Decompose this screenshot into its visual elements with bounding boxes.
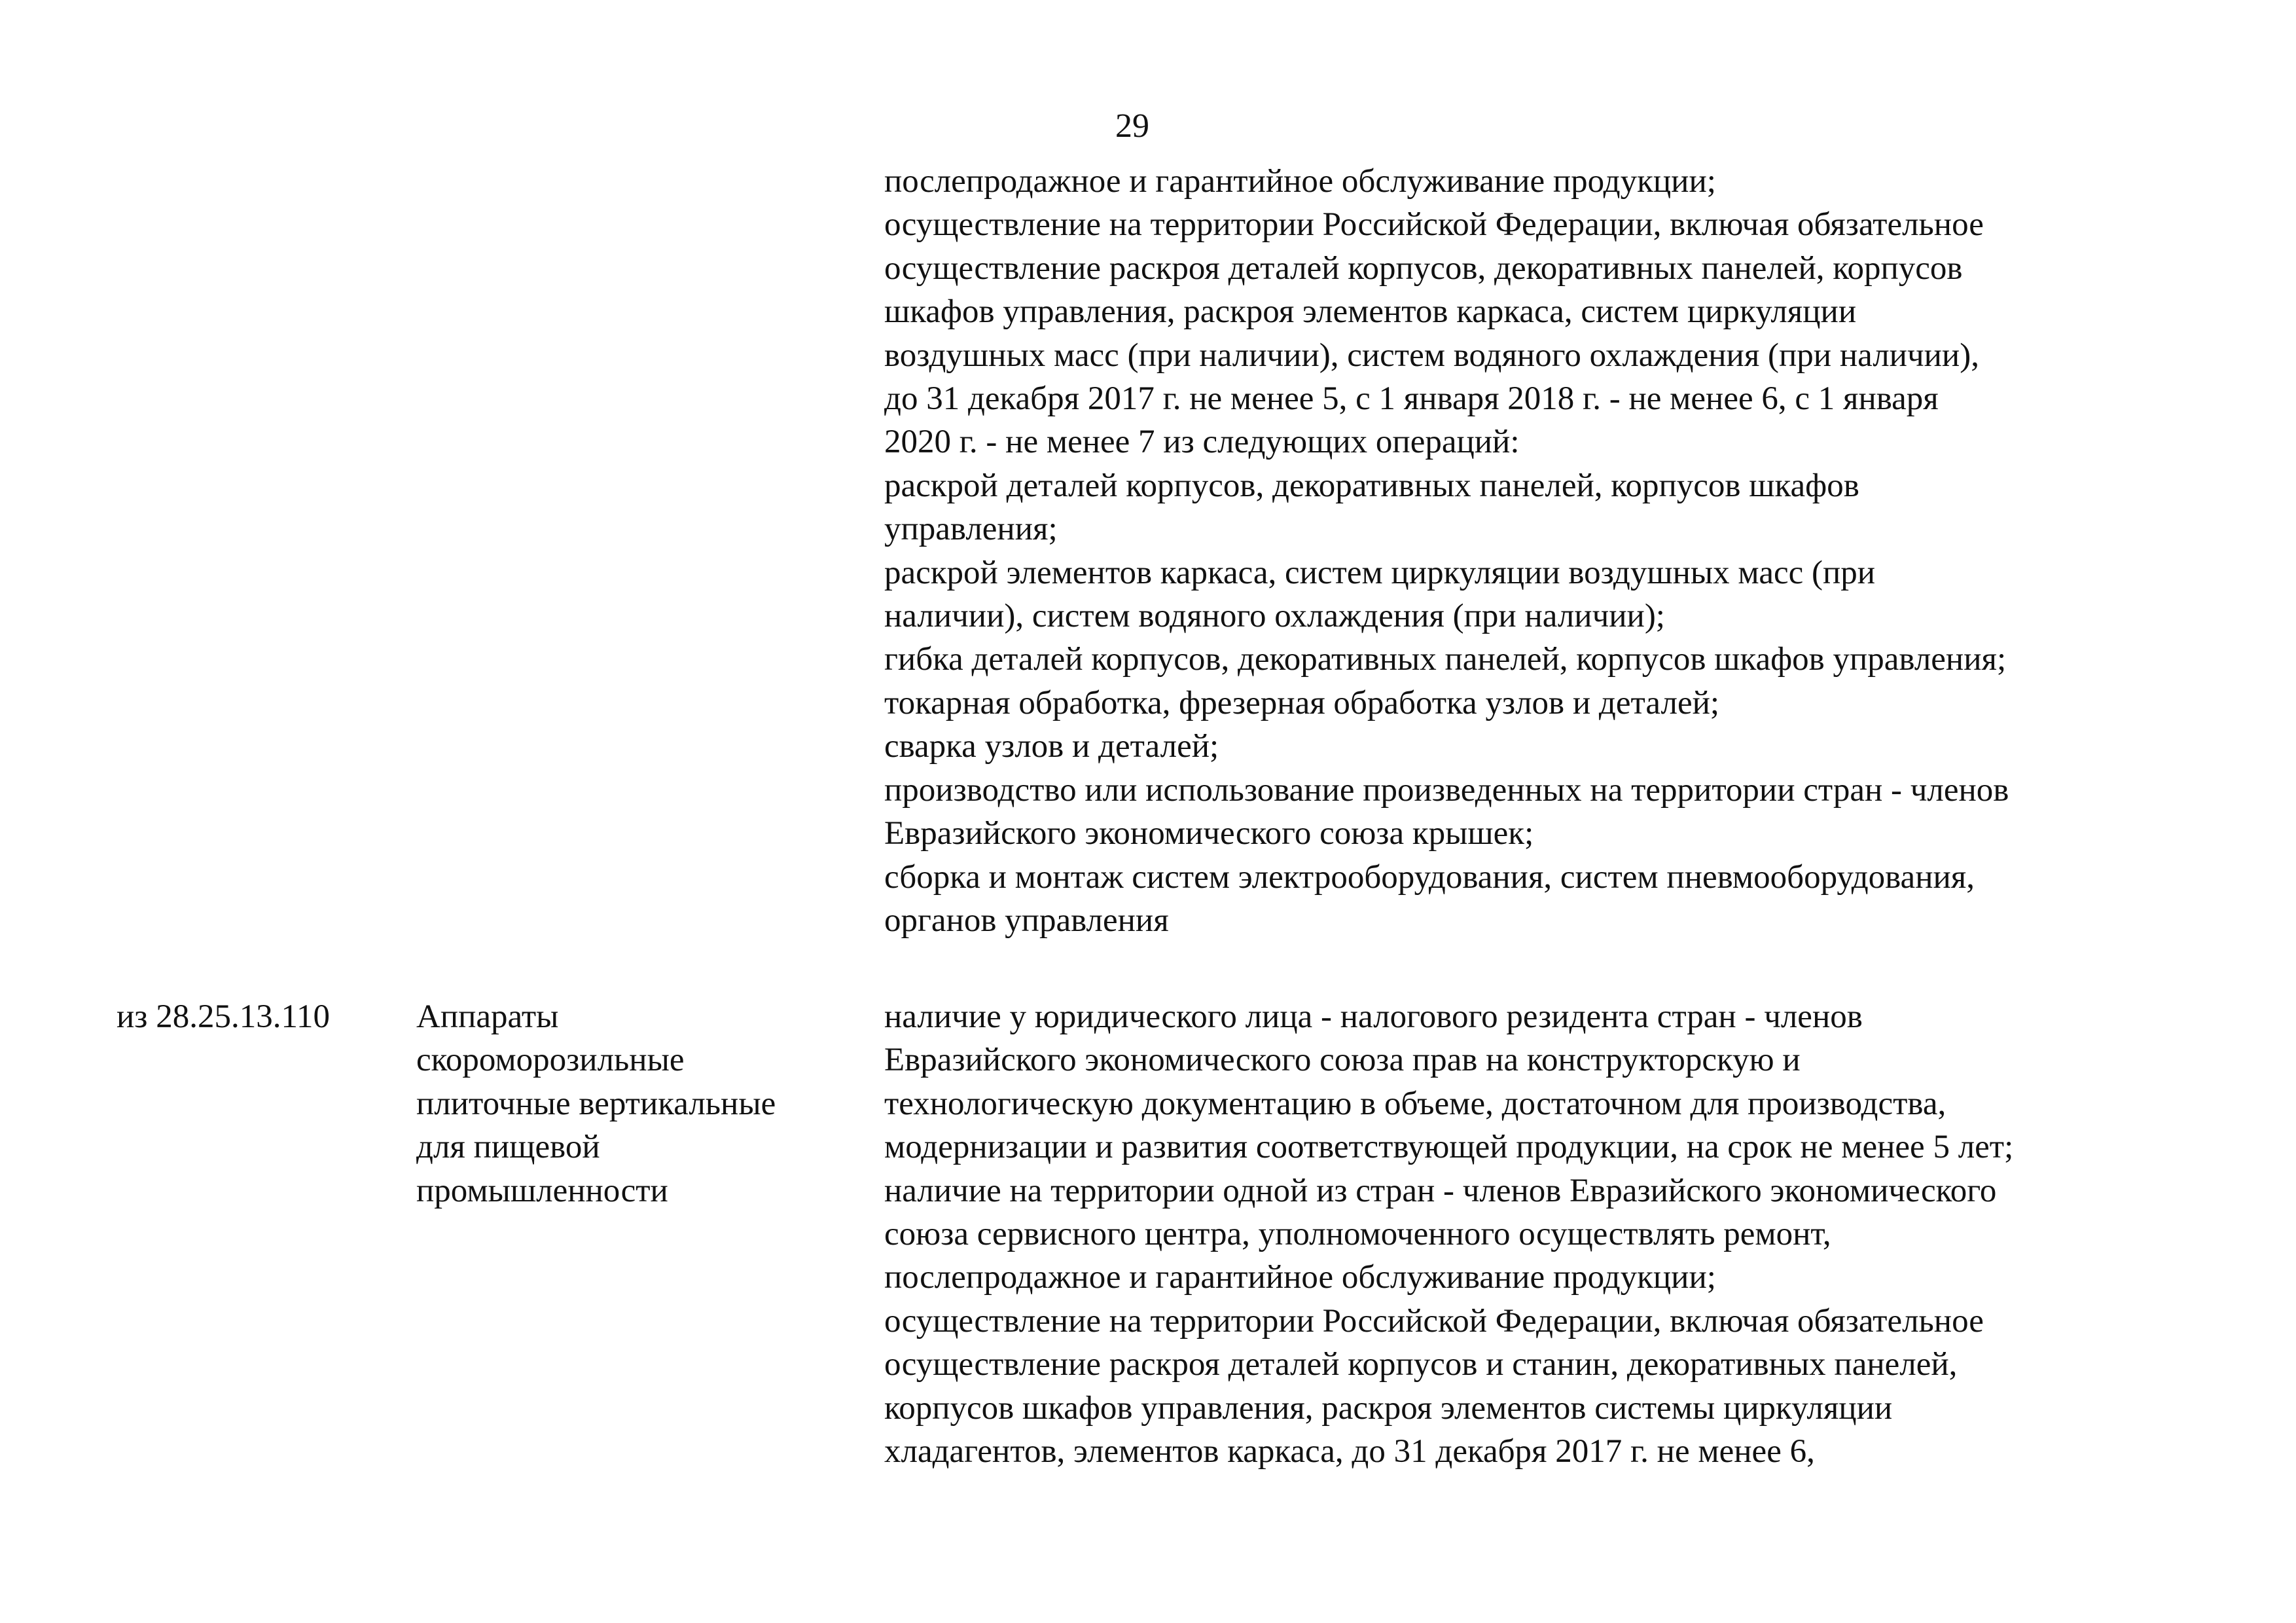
text-line: осуществление раскроя деталей корпусов, декоративных панелей, корпусов (884, 249, 1963, 287)
text-line: промышленности (416, 1172, 668, 1209)
text-line: до 31 декабря 2017 г. не менее 5, с 1 января 2018 г. - не менее 6, с 1 января (884, 380, 1939, 418)
text-line: сварка узлов и деталей; (884, 728, 1219, 765)
text-line: хладагентов, элементов каркаса, до 31 декабря 2017 г. не менее 6, (884, 1433, 1815, 1470)
text-line: 2020 г. - не менее 7 из следующих операций: (884, 424, 1520, 461)
text-line: осуществление раскроя деталей корпусов и станин, декоративных панелей, (884, 1346, 1958, 1383)
text-line: сборка и монтаж систем электрооборудования, систем пневмооборудования, (884, 858, 1975, 896)
text-line: раскрой деталей корпусов, декоративных панелей, корпусов шкафов (884, 467, 1859, 504)
text-line: корпусов шкафов управления, раскроя элементов системы циркуляции (884, 1389, 1893, 1427)
text-line: технологическую документацию в объеме, достаточном для производства, (884, 1085, 1946, 1122)
text-line: токарная обработка, фрезерная обработка узлов и деталей; (884, 684, 1720, 721)
text-line: шкафов управления, раскроя элементов каркаса, систем циркуляции (884, 293, 1857, 331)
text-line: раскрой элементов каркаса, систем циркуляции воздушных масс (при (884, 554, 1876, 591)
product-name (416, 995, 776, 1213)
page-number: 29 (1115, 107, 1149, 145)
text-line: наличие у юридического лица - налогового резидента стран - членов (884, 998, 1863, 1035)
text-line: управления; (884, 511, 1058, 548)
text-line: наличие на территории одной из стран - членов Евразийского экономического (884, 1172, 1997, 1209)
text-line: органов управления (884, 902, 1169, 939)
text-line: плиточные вертикальные (416, 1085, 776, 1122)
text-line: союза сервисного центра, уполномоченного осуществлять ремонт, (884, 1216, 1831, 1253)
text-line: для пищевой (416, 1129, 600, 1166)
text-line: послепродажное и гарантийное обслуживание продукции; (884, 1259, 1716, 1296)
text-line: производство или использование произведенных на территории стран - членов (884, 771, 2009, 809)
text-line: модернизации и развития соответствующей продукции, на срок не менее 5 лет; (884, 1129, 2014, 1166)
text-line: осуществление на территории Российской Федерации, включая обязательное (884, 206, 1984, 244)
text-line: гибка деталей корпусов, декоративных панелей, корпусов шкафов управления; (884, 641, 2007, 678)
text-line: послепродажное и гарантийное обслуживание продукции; (884, 163, 1716, 200)
text-line: Евразийского экономического союза крышек; (884, 815, 1534, 852)
text-line: Евразийского экономического союза прав на конструкторскую и (884, 1042, 1801, 1079)
text-line: Аппараты (416, 998, 559, 1035)
text-line: наличии), систем водяного охлаждения (при наличии); (884, 598, 1665, 635)
text-line: осуществление на территории Российской Федерации, включая обязательное (884, 1302, 1984, 1340)
text-line: воздушных масс (при наличии), систем водяного охлаждения (при наличии), (884, 337, 1979, 374)
product-requirements (884, 995, 2013, 1473)
continued-requirements (884, 160, 2009, 942)
product-code: из 28.25.13.110 (117, 998, 331, 1035)
text-line: скороморозильные (416, 1042, 685, 1079)
